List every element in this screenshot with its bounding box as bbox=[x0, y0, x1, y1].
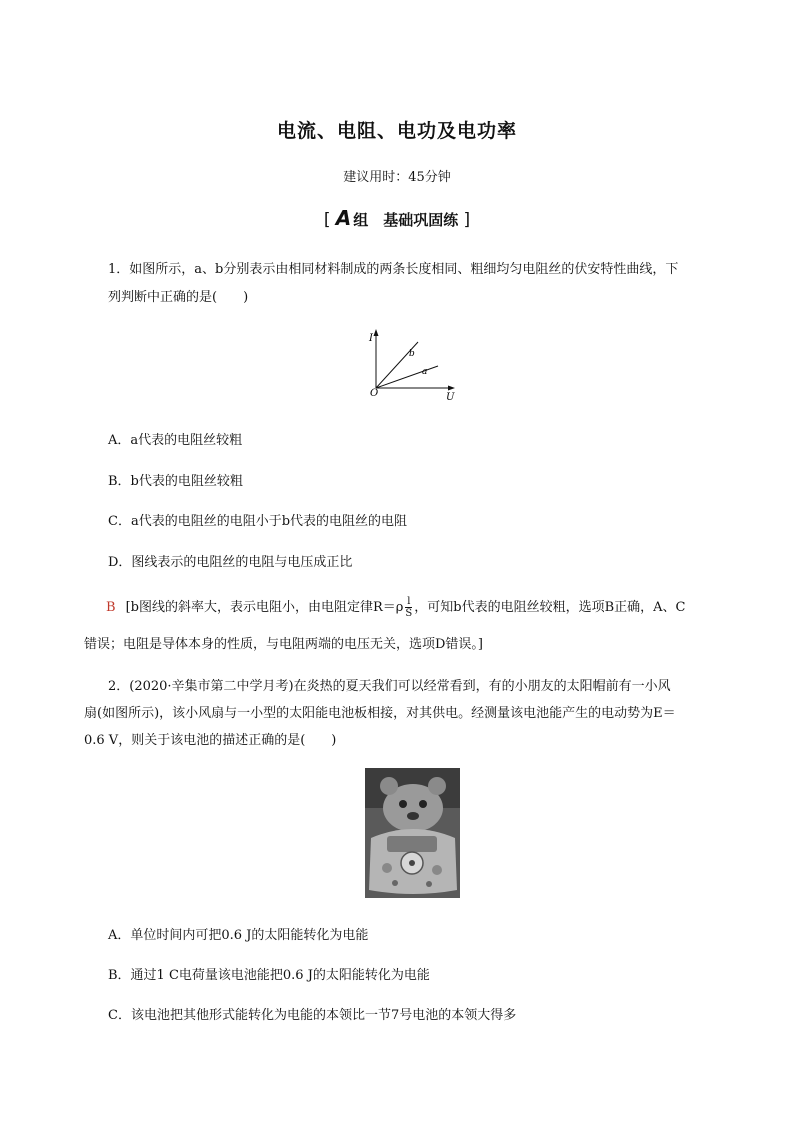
bracket-left: [ bbox=[323, 210, 331, 230]
q1-stem-line-1: 1．如图所示，a、b分别表示由相同材料制成的两条长度相同、粗细均匀电阻丝的伏安特性曲线，下 bbox=[108, 262, 679, 277]
fraction-denominator: S bbox=[405, 608, 413, 619]
q1-answer-text-2: ，可知b代表的电阻丝较粗，选项B正确，A、C bbox=[414, 600, 686, 615]
sun-hat-illustration bbox=[365, 768, 460, 898]
q2-stem-line-2: 扇(如图所示)，该小风扇与一小型的太阳能电池板相接，对其供电。经测量该电池能产生的电动势为E＝ bbox=[84, 706, 676, 721]
i-axis-label: I bbox=[369, 333, 373, 344]
line-a-label: a bbox=[422, 367, 428, 377]
fraction-numerator: l bbox=[407, 596, 411, 607]
line-b-label: b bbox=[409, 349, 415, 359]
q2-option-c: C．该电池把其他形式能转化为电能的本领比一节7号电池的本领大得多 bbox=[108, 1008, 517, 1023]
i-axis-arrow bbox=[374, 329, 379, 336]
u-axis-label: U bbox=[446, 392, 455, 400]
suggested-time: 建议用时：45分钟 bbox=[343, 170, 451, 185]
fraction-l-over-s bbox=[405, 596, 412, 619]
iu-graph bbox=[360, 328, 460, 400]
q2-stem-line-3: 0.6 V，则关于该电池的描述正确的是( ) bbox=[84, 733, 337, 748]
bear-nose bbox=[407, 812, 419, 820]
q1-option-d: D．图线表示的电阻丝的电阻与电压成正比 bbox=[108, 555, 353, 570]
bear-eye-right bbox=[419, 800, 427, 808]
group-heading bbox=[0, 206, 794, 230]
q1-option-b: B．b代表的电阻丝较粗 bbox=[108, 474, 243, 489]
q2-option-a: A．单位时间内可把0.6 J的太阳能转化为电能 bbox=[108, 928, 369, 943]
page-title: 电流、电阻、电功及电功率 bbox=[276, 120, 517, 142]
q1-answer-text-1: [b图线的斜率大，表示电阻小，由电阻定律R＝ρ bbox=[125, 600, 404, 615]
line-a bbox=[376, 366, 438, 388]
bear-eye-left bbox=[399, 800, 407, 808]
group-label: 组 基础巩固练 bbox=[353, 211, 459, 229]
bear-ear-left bbox=[380, 777, 398, 795]
origin-label: O bbox=[370, 388, 379, 399]
q1-option-a: A．a代表的电阻丝较粗 bbox=[108, 433, 243, 448]
q1-answer-line-2: 错误；电阻是导体本身的性质，与电阻两端的电压无关，选项D错误。] bbox=[84, 637, 483, 652]
q1-answer-letter: B bbox=[106, 600, 116, 615]
q2-option-b: B．通过1 C电荷量该电池能把0.6 J的太阳能转化为电能 bbox=[108, 968, 430, 983]
q1-stem-line-2: 列判断中正确的是( ) bbox=[108, 290, 249, 305]
q1-answer-line-1 bbox=[106, 596, 685, 619]
sun-hat-photo bbox=[365, 768, 460, 898]
q1-option-c: C．a代表的电阻丝的电阻小于b代表的电阻丝的电阻 bbox=[108, 514, 408, 529]
bracket-right: ] bbox=[463, 210, 471, 230]
q2-stem-line-1: 2．(2020·辛集市第二中学月考)在炎热的夏天我们可以经常看到，有的小朋友的太阳帽前有一小风 bbox=[108, 679, 671, 694]
bear-ear-right bbox=[428, 777, 446, 795]
group-letter: A bbox=[335, 206, 352, 230]
solar-panel bbox=[387, 836, 437, 852]
u-axis-arrow bbox=[448, 386, 455, 391]
